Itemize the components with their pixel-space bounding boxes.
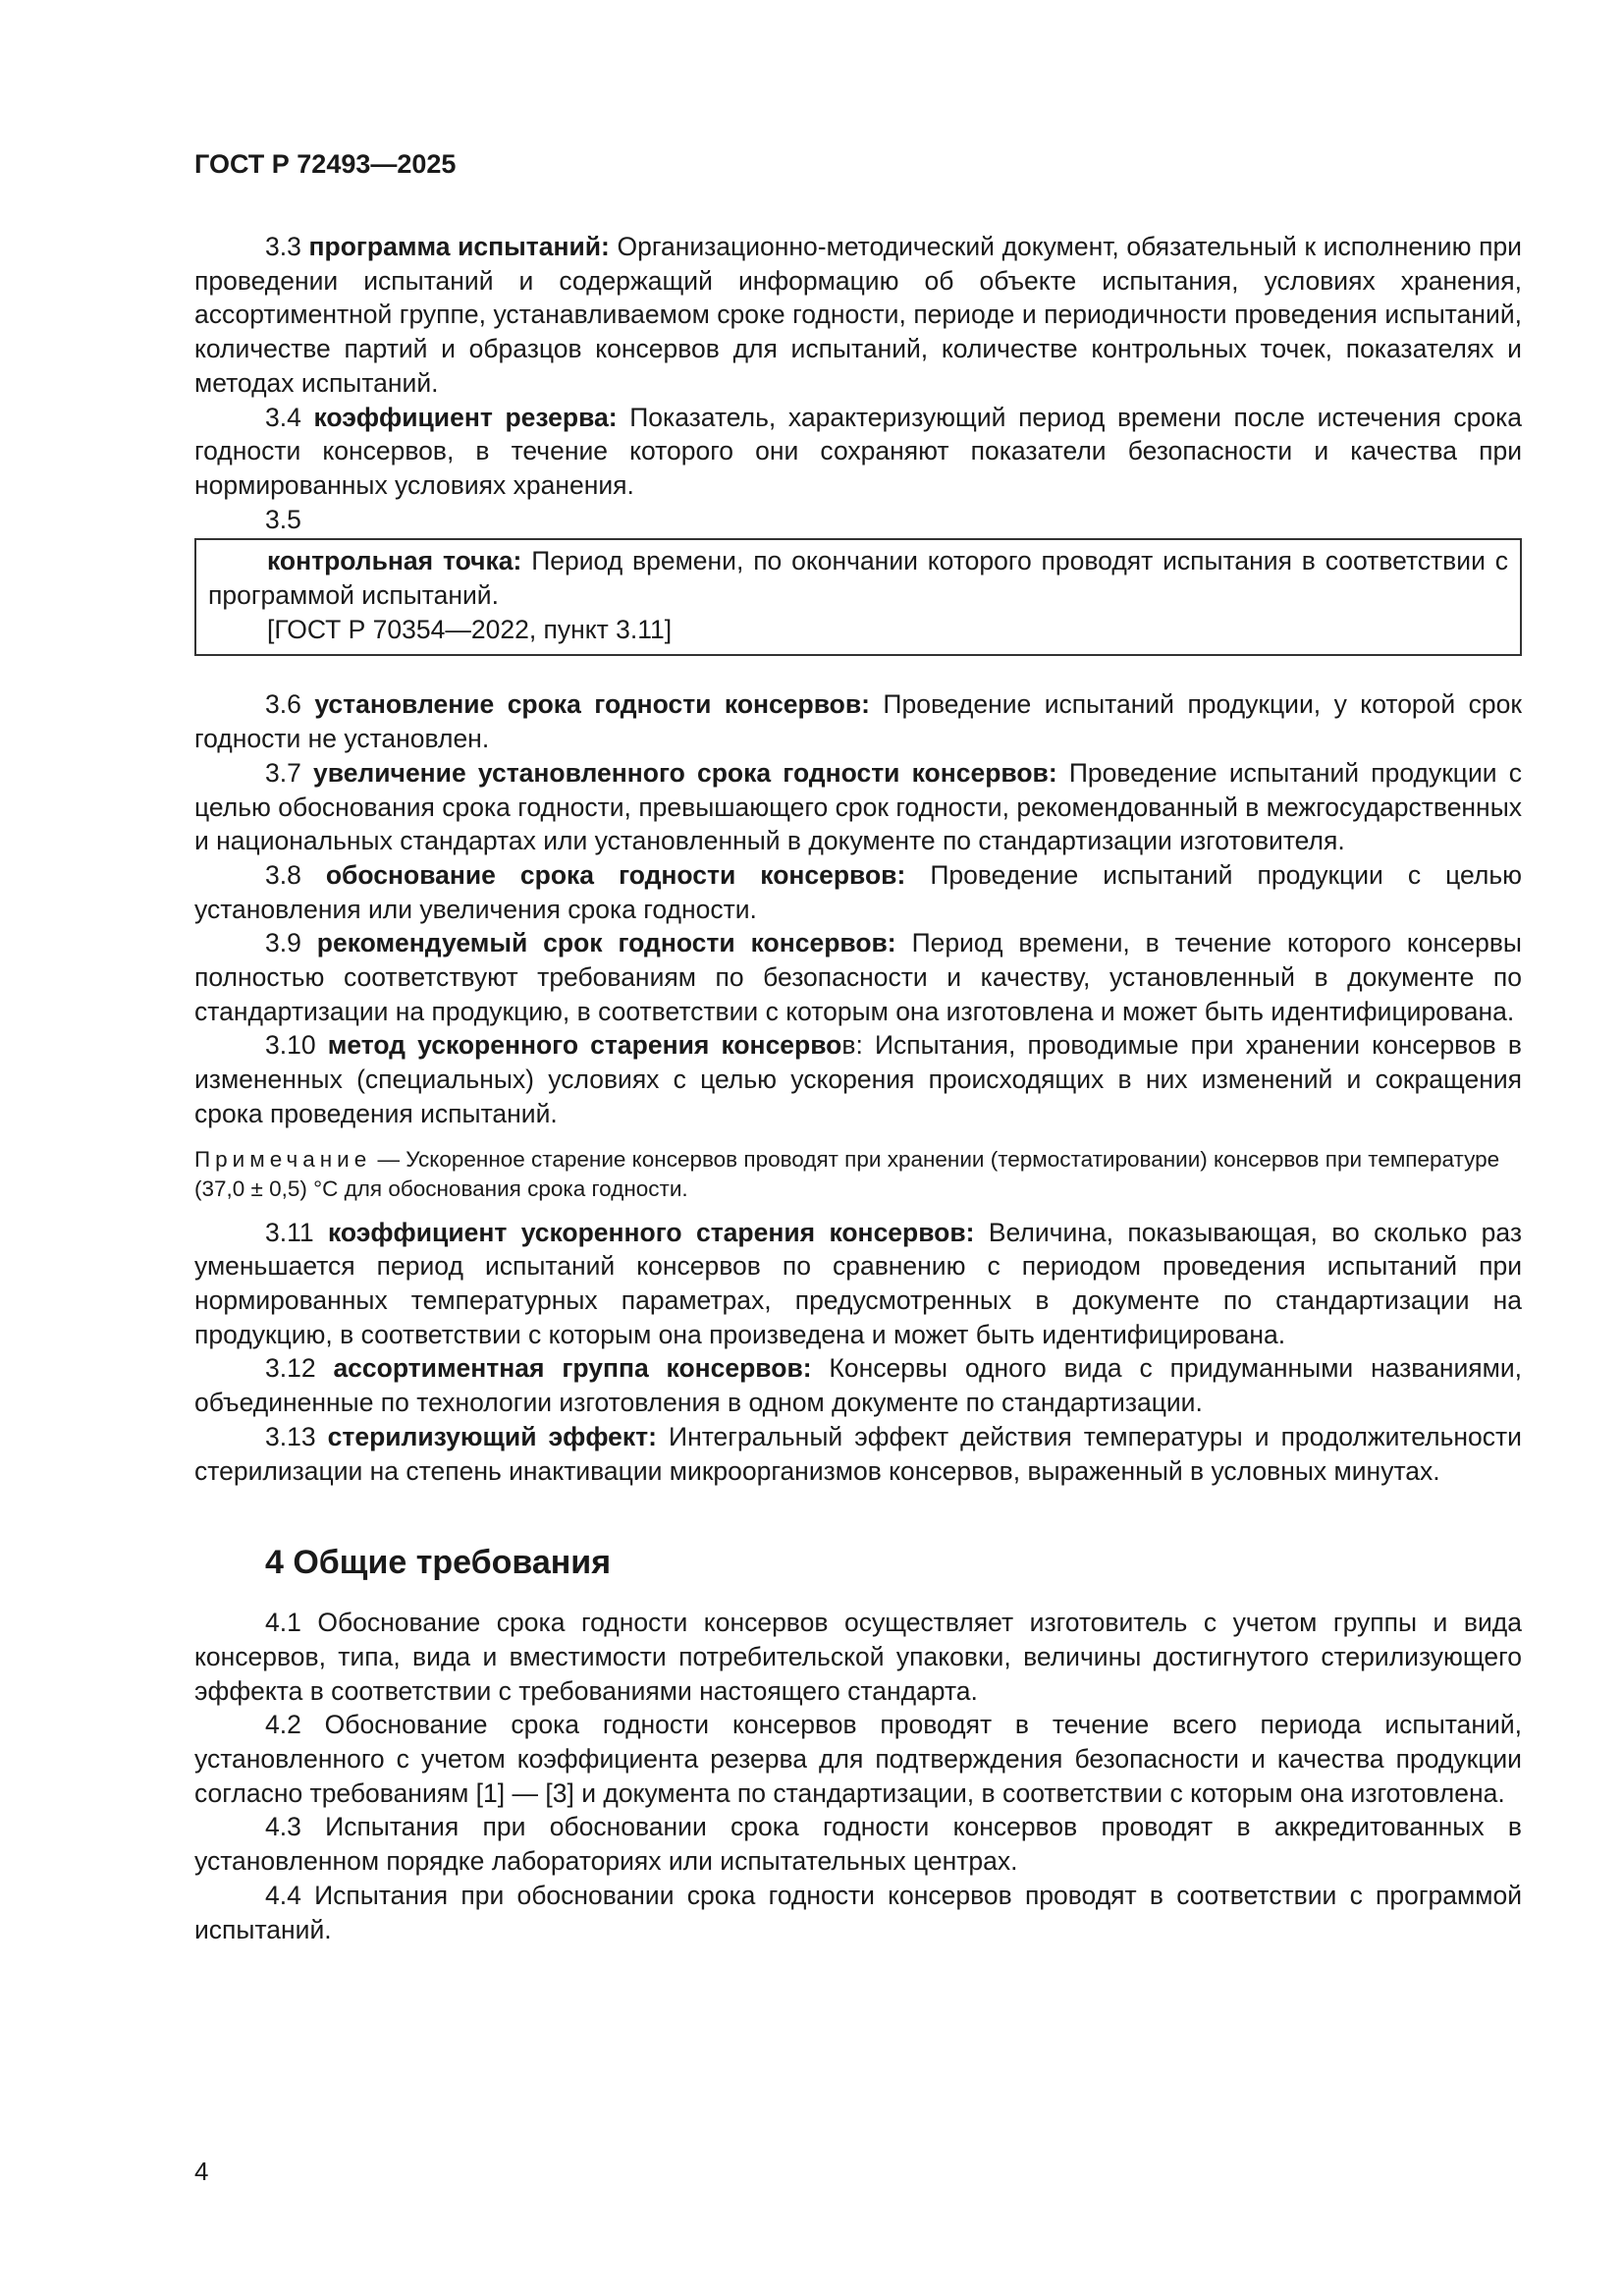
term-name: обоснование срока годности консервов: <box>325 859 906 890</box>
section-title: 4 Общие требования <box>265 1544 612 1582</box>
term-definition: Консервы одного вида с придуманными названиями, объединенные по технологии изготовления в одном документе по стандартизации. <box>194 1353 1522 1418</box>
term-name: программа испытаний: <box>308 232 610 261</box>
term-name: контрольная точка: <box>267 546 522 576</box>
term-number: 3.12 <box>265 1353 316 1384</box>
term-name-tail: в: <box>841 1030 863 1061</box>
term-3-13 <box>194 1420 1522 1488</box>
term-3-6 <box>194 687 1522 755</box>
note <box>194 1145 1522 1204</box>
term-number: 3.8 <box>265 859 301 890</box>
term-number: 3.7 <box>265 757 301 788</box>
term-definition: Период времени, по окончании которого проводят испытания в соответствии с программой испытаний. <box>208 546 1508 611</box>
term-3-11 <box>194 1216 1522 1352</box>
term-number: 3.4 <box>265 402 301 432</box>
term-name: коэффициент резерва: <box>313 402 618 432</box>
note-text: — Ускоренное старение консервов проводят при хранении (термостатировании) консервов при температуре (37,0 ± 0,5) °С для обоснования срока годности. <box>194 1146 1500 1201</box>
paragraph-4-4: 4.4 Испытания при обосновании срока годности консервов проводят в соответствии с программой испытаний. <box>194 1880 1522 1944</box>
note-label: Примечание <box>194 1146 372 1172</box>
term-definition: Испытания, проводимые при хранении консервов в измененных (специальных) условиях с целью ускорения происходящих в них изменений и сокращения срока проведения испытаний. <box>194 1030 1522 1128</box>
term-number: 3.13 <box>265 1421 316 1451</box>
term-3-10 <box>194 1028 1522 1130</box>
page-number: 4 <box>194 2157 209 2186</box>
document-page <box>194 147 1522 1946</box>
term-3-5 <box>208 544 1508 612</box>
paragraph-4-3: 4.3 Испытания при обосновании срока годности консервов проводят в аккредитованных в установленном порядке лабораториях или испытательных центрах. <box>194 1812 1522 1877</box>
term-3-8 <box>194 858 1522 926</box>
term-3-4 <box>194 401 1522 503</box>
term-name: метод ускоренного старения консерво <box>327 1030 842 1061</box>
term-number: 3.9 <box>265 928 301 958</box>
term-source-reference: [ГОСТ Р 70354—2022, пункт 3.11] <box>267 614 673 644</box>
standard-id-header: ГОСТ Р 72493—2025 <box>194 149 457 179</box>
term-3-3 <box>194 230 1522 401</box>
term-number: 3.11 <box>265 1217 314 1247</box>
term-3-5-number: 3.5 <box>265 504 301 534</box>
term-name: установление срока годности консервов: <box>314 689 870 720</box>
term-number: 3.3 <box>265 232 301 261</box>
quoted-term-box <box>194 538 1522 656</box>
term-name: увеличение установленного срока годности консервов: <box>313 757 1057 788</box>
term-definition: Интегральный эффект действия температуры и продолжительности стерилизации на степень инактивации микроорганизмов консервов, выраженный в условных минутах. <box>194 1421 1522 1486</box>
term-definition: Проведение испытаний продукции с целью обоснования срока годности, превышающего срок годности, рекомендованный в межгосударственных и национальных стандартах или установленный в документе по стандартизации изготовителя. <box>194 757 1522 856</box>
term-definition: Период времени, в течение которого консервы полностью соответствуют требованиям по безопасности и качеству, установленный в документе по стандартизации на продукцию, в соответствии с которым она изготовлена и может быть идентифицирована. <box>194 928 1522 1026</box>
term-definition: Организационно-методический документ, обязательный к исполнению при проведении испытаний и содержащий информацию об объекте испытания, условиях хранения, ассортиментной группе, устанавливаемом сроке годности, периоде и периодичности проведения испытаний, количестве партий и образцов консервов для испытаний, количестве контрольных точек, показателях и методах испытаний. <box>194 232 1522 398</box>
term-number: 3.10 <box>265 1030 316 1061</box>
term-name: ассортиментная группа консервов: <box>333 1353 812 1384</box>
term-name: стерилизующий эффект: <box>327 1421 657 1451</box>
term-3-7 <box>194 756 1522 858</box>
term-number: 3.6 <box>265 689 301 720</box>
paragraph-4-1: 4.1 Обоснование срока годности консервов осуществляет изготовитель с учетом группы и вида консервов, типа, вида и вместимости потребительской упаковки, величины достигнутого стерилизующего эффекта в соответствии с требованиями настоящего стандарта. <box>194 1608 1522 1706</box>
term-definition: Показатель, характеризующий период времени после истечения срока годности консервов, в течение которого они сохраняют показатели безопасности и качества при нормированных условиях хранения. <box>194 402 1522 500</box>
term-definition: Проведение испытаний продукции, у которой срок годности не установлен. <box>194 689 1522 754</box>
term-definition: Величина, показывающая, во сколько раз уменьшается период испытаний консервов по сравнению с периодом проведения испытаний при нормированных температурных параметрах, предусмотренных в документе по стандартизации на продукцию, в соответствии с которым она произведена и может быть идентифицирована. <box>194 1217 1522 1349</box>
term-name: коэффициент ускоренного старения консервов: <box>327 1217 975 1247</box>
term-definition: Проведение испытаний продукции с целью установления или увеличения срока годности. <box>194 859 1522 924</box>
term-name: рекомендуемый срок годности консервов: <box>316 928 896 958</box>
term-3-9 <box>194 926 1522 1028</box>
term-3-12 <box>194 1351 1522 1419</box>
paragraph-4-2: 4.2 Обоснование срока годности консервов проводят в течение всего периода испытаний, установленного с учетом коэффициента резерва для подтверждения безопасности и качества продукции согласно требованиям [1] — [3] и документа по стандартизации, в соответствии с которым она изготовлена. <box>194 1710 1522 1808</box>
